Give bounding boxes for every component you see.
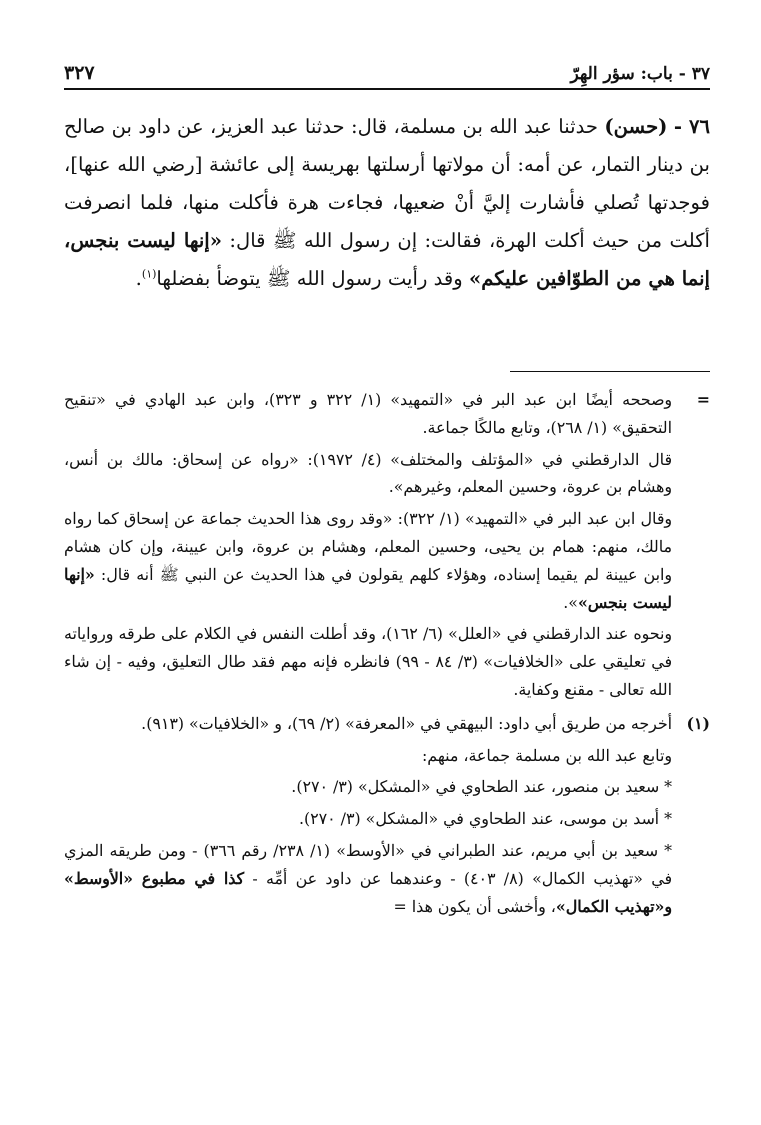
footnote-paragraph: وصححه أيضًا ابن عبد البر في «التمهيد» (١/ ٣٢٢ و ٣٢٣)، وابن عبد الهادي في «تنقيح التحقيق» (١/ ٢٦٨)، وتابع مالكًا جماعة.	[64, 390, 673, 437]
footnote-paragraph	[64, 505, 672, 616]
footnote-continuation	[64, 386, 710, 708]
footnote-paragraph: وتابع عبد الله بن مسلمة جماعة، منهم:	[421, 745, 672, 765]
hadith-quote: «إنها ليست بنجس، إنما هي من الطوّافين عليكم»	[64, 229, 710, 290]
page-header	[64, 58, 710, 84]
footnote-paragraph: ونحوه عند الدارقطني في «العلل» (٦/ ١٦٢)، وقد أطلت النفس في الكلام على طرقه ورواياته في تعليقي على «الخلافيات» (٣/ ٨٤ - ٩٩) فانظره فإنه مهم فقد طال التعليق، وفيه - إن شاء الله تعالى - مقنع وكفاية.	[64, 624, 673, 699]
hadith-grade: (حسن)	[604, 115, 668, 138]
page-number: ٣٢٧	[64, 62, 95, 84]
hadith-text-part1: حدثنا عبد الله بن مسلمة، قال: حدثنا عبد العزيز، عن داود بن صالح بن دينار التمار، عن أمه: أن مولاتها أرسلتها بهريسة إلى عائشة [رضي الله عنها]، فوجدتها تُصلي فأشارت إليَّ أنْ ضعيها، فجاءت هرة فأكلت منها، فلما انصرفت أكلت من حيث أكلت الهرة، فقالت: إن رسول الله ﷺ قال:	[64, 115, 710, 252]
footnote-paragraph: * سعيد بن منصور، عند الطحاوي في «المشكل» (٣/ ٢٧٠).	[291, 777, 672, 797]
hadith-number: ٧٦ -	[673, 115, 710, 138]
footnotes	[64, 386, 710, 924]
continuation-marker: =	[696, 390, 710, 409]
hadith-text-part2: وقد رأيت رسول الله ﷺ يتوضأ بفضلها	[156, 267, 463, 290]
footnote-quote: «إنها ليست بنجس»	[64, 564, 672, 612]
footnote-paragraph: أخرجه من طريق أبي داود: البيهقي في «المعرفة» (٢/ ٦٩)، و «الخلافيات» (٩١٣).	[141, 713, 672, 733]
footnote-divider	[510, 371, 710, 372]
footnote-bold-text: كذا في مطبوع «الأوسط» و«تهذيب الكمال»	[64, 868, 672, 916]
footnote-marker: (١)	[686, 713, 710, 733]
hadith-end: .	[135, 267, 142, 290]
footnote-paragraph: قال الدارقطني في «المؤتلف والمختلف» (٤/ ١٩٧٢): «رواه عن إسحاق: مالك بن أنس، وهشام بن عروة، وحسين المعلم، وغيرهم».	[64, 449, 672, 497]
hadith-76	[64, 108, 710, 298]
footnote-reference: (١)	[141, 267, 157, 281]
footnote-paragraph: * أسد بن موسى، عند الطحاوي في «المشكل» (٣/ ٢٧٠).	[298, 809, 672, 829]
footnote-paragraph	[64, 837, 672, 920]
footnote-text: ».	[563, 592, 578, 612]
chapter-title: ٣٧ - باب: سؤر الهِرّ	[570, 64, 710, 84]
footnote-text: * سعيد بن أبي مريم، عند الطبراني في «الأوسط» (١/ ٢٣٨/ رقم ٣٦٦) - ومن طريقه المزي في «تهذيب الكمال» (٨/ ٤٠٣) - وعندهما عن داود عن أمِّه -	[64, 840, 673, 888]
footnote-text: وقال ابن عبد البر في «التمهيد» (١/ ٣٢٢): «وقد روى هذا الحديث جماعة عن إسحاق كما رواه مالك، منهم: همام بن يحيى، وحسين المعلم، وهشام بن عروة، وابن عيينة، وإن كان هشام وابن عيينة لم يقيما إسناده، وهؤلاء كلهم يقولون في هذا الحديث عن النبي ﷺ أنه قال:	[64, 509, 673, 584]
header-divider	[64, 88, 710, 90]
footnote-text: ، وأخشى أن يكون هذا =	[393, 896, 556, 916]
footnote-1	[64, 710, 710, 925]
